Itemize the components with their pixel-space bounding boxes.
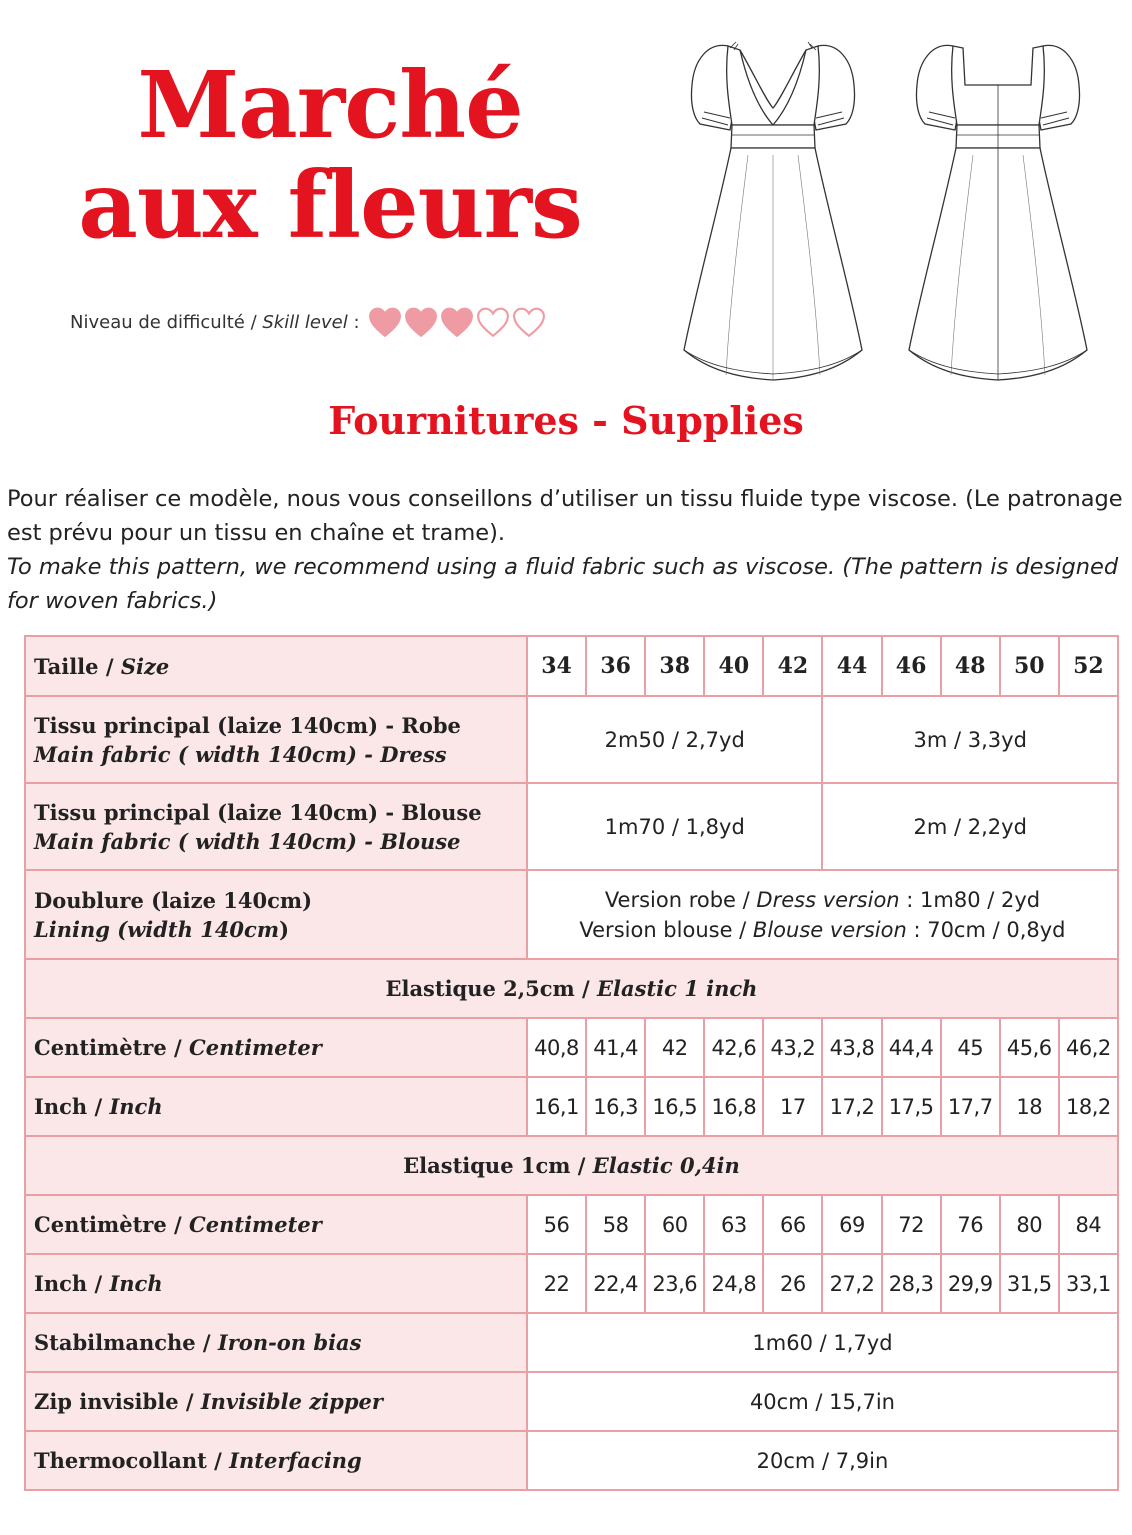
zip-value: 40cm / 15,7in	[527, 1372, 1118, 1431]
value-cell: 29,9	[941, 1254, 1000, 1313]
blouse-fabric-small: 1m70 / 1,8yd	[527, 783, 822, 870]
value-cell: 43,2	[763, 1018, 822, 1077]
elastic1-title: Elastique 1cm / Elastic 0,4in	[25, 1136, 1118, 1195]
dress-fabric-label: Tissu principal (laize 140cm) - Robe Main fabric ( width 140cm) - Dress	[25, 696, 527, 783]
value-cell: 18,2	[1059, 1077, 1118, 1136]
value-cell: 45,6	[1000, 1018, 1059, 1077]
elastic25-in-row	[25, 1077, 1118, 1136]
size-row	[25, 636, 1118, 696]
interfacing-value: 20cm / 7,9in	[527, 1431, 1118, 1490]
value-cell: 16,1	[527, 1077, 586, 1136]
interfacing-row	[25, 1431, 1118, 1490]
heart-empty-icon	[476, 306, 510, 338]
intro-text	[7, 482, 1127, 618]
value-cell: 17,2	[822, 1077, 881, 1136]
value-cell: 41,4	[586, 1018, 645, 1077]
size-cell: 38	[645, 636, 704, 696]
value-cell: 66	[763, 1195, 822, 1254]
intro-en: To make this pattern, we recommend using a fluid fabric such as viscose. (The pattern is designed for woven fabrics.)	[7, 554, 1119, 614]
size-cell: 46	[882, 636, 941, 696]
value-cell: 22,4	[586, 1254, 645, 1313]
size-label: Taille / Size	[25, 636, 527, 696]
blouse-fabric-large: 2m / 2,2yd	[822, 783, 1117, 870]
value-cell: 27,2	[822, 1254, 881, 1313]
heart-filled-icon	[404, 306, 438, 338]
value-cell: 72	[882, 1195, 941, 1254]
elastic25-section	[25, 959, 1118, 1018]
skill-label-en: Skill level	[262, 311, 348, 333]
supplies-heading: Fournitures - Supplies	[328, 398, 804, 443]
dress-fabric-row	[25, 696, 1118, 783]
elastic1-section	[25, 1136, 1118, 1195]
skill-label-fr: Niveau de difficulté /	[70, 311, 263, 333]
value-cell: 16,3	[586, 1077, 645, 1136]
value-cell: 42	[645, 1018, 704, 1077]
value-cell: 18	[1000, 1077, 1059, 1136]
size-cell: 36	[586, 636, 645, 696]
value-cell: 58	[586, 1195, 645, 1254]
value-cell: 45	[941, 1018, 1000, 1077]
dress-front-sketch	[678, 30, 868, 385]
lining-dress: Version robe / Dress version : 1m80 / 2yd	[604, 887, 1041, 912]
zip-label: Zip invisible / Invisible zipper	[25, 1372, 527, 1431]
zip-row	[25, 1372, 1118, 1431]
title-line-2: aux fleurs	[78, 151, 582, 259]
dress-fabric-large: 3m / 3,3yd	[822, 696, 1117, 783]
lining-row	[25, 870, 1118, 959]
heart-filled-icon	[368, 306, 402, 338]
value-cell: 23,6	[645, 1254, 704, 1313]
skill-hearts	[368, 306, 546, 338]
elastic25-cm-label: Centimètre / Centimeter	[25, 1018, 527, 1077]
size-cell: 40	[704, 636, 763, 696]
elastic25-in-label: Inch / Inch	[25, 1077, 527, 1136]
title-line-1: Marché	[137, 51, 523, 159]
value-cell: 44,4	[882, 1018, 941, 1077]
value-cell: 28,3	[882, 1254, 941, 1313]
elastic1-cm-row	[25, 1195, 1118, 1254]
dress-fabric-small: 2m50 / 2,7yd	[527, 696, 822, 783]
value-cell: 43,8	[822, 1018, 881, 1077]
value-cell: 17,7	[941, 1077, 1000, 1136]
value-cell: 17,5	[882, 1077, 941, 1136]
size-cell: 44	[822, 636, 881, 696]
supplies-table	[24, 635, 1119, 1491]
value-cell: 69	[822, 1195, 881, 1254]
lining-label: Doublure (laize 140cm) Lining (width 140cm)	[25, 870, 527, 959]
value-cell: 63	[704, 1195, 763, 1254]
size-cell: 52	[1059, 636, 1118, 696]
lining-values	[527, 870, 1118, 959]
size-cell: 50	[1000, 636, 1059, 696]
skill-label	[70, 312, 360, 333]
heart-filled-icon	[440, 306, 474, 338]
value-cell: 17	[763, 1077, 822, 1136]
value-cell: 46,2	[1059, 1018, 1118, 1077]
value-cell: 22	[527, 1254, 586, 1313]
value-cell: 56	[527, 1195, 586, 1254]
value-cell: 33,1	[1059, 1254, 1118, 1313]
bias-label: Stabilmanche / Iron-on bias	[25, 1313, 527, 1372]
elastic1-in-label: Inch / Inch	[25, 1254, 527, 1313]
value-cell: 24,8	[704, 1254, 763, 1313]
blouse-fabric-label: Tissu principal (laize 140cm) - Blouse Main fabric ( width 140cm) - Blouse	[25, 783, 527, 870]
value-cell: 84	[1059, 1195, 1118, 1254]
intro-fr: Pour réaliser ce modèle, nous vous conseillons d’utiliser un tissu fluide type viscose. (Le patronage est prévu pour un tissu en chaîne et trame).	[7, 486, 1123, 546]
lining-blouse: Version blouse / Blouse version : 70cm / 0,8yd	[579, 917, 1066, 942]
skill-label-suffix: :	[347, 311, 360, 333]
elastic25-cm-row	[25, 1018, 1118, 1077]
value-cell: 26	[763, 1254, 822, 1313]
elastic1-cm-label: Centimètre / Centimeter	[25, 1195, 527, 1254]
dress-back-sketch	[903, 30, 1093, 385]
value-cell: 60	[645, 1195, 704, 1254]
interfacing-label: Thermocollant / Interfacing	[25, 1431, 527, 1490]
heart-empty-icon	[512, 306, 546, 338]
bias-value: 1m60 / 1,7yd	[527, 1313, 1118, 1372]
elastic25-title: Elastique 2,5cm / Elastic 1 inch	[25, 959, 1118, 1018]
size-cell: 34	[527, 636, 586, 696]
elastic1-in-row	[25, 1254, 1118, 1313]
value-cell: 16,8	[704, 1077, 763, 1136]
value-cell: 80	[1000, 1195, 1059, 1254]
value-cell: 40,8	[527, 1018, 586, 1077]
pattern-title	[40, 51, 620, 259]
value-cell: 76	[941, 1195, 1000, 1254]
size-cell: 42	[763, 636, 822, 696]
value-cell: 42,6	[704, 1018, 763, 1077]
bias-row	[25, 1313, 1118, 1372]
value-cell: 16,5	[645, 1077, 704, 1136]
skill-level	[70, 306, 546, 338]
size-cell: 48	[941, 636, 1000, 696]
value-cell: 31,5	[1000, 1254, 1059, 1313]
blouse-fabric-row	[25, 783, 1118, 870]
